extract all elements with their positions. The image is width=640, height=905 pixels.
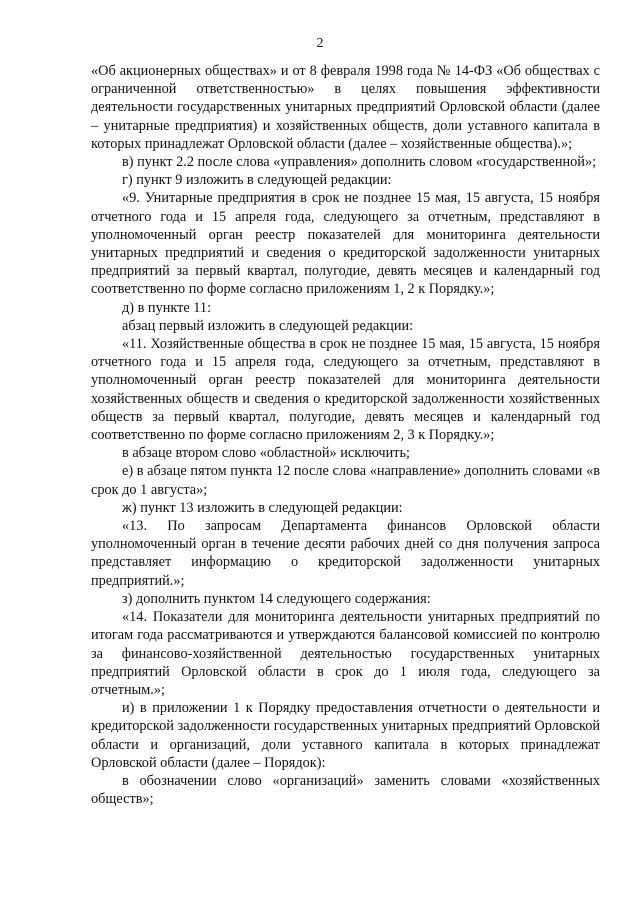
paragraph: абзац первый изложить в следующей редакции: [122, 317, 414, 334]
paragraph: ж) пункт 13 изложить в следующей редакции: [122, 499, 403, 516]
paragraph: г) пункт 9 изложить в следующей редакции: [122, 172, 392, 189]
paragraph: и) в приложении 1 к Порядку предоставления отчетности о деятельности и кредиторской задолженности государственных унитарных предприятий Орловской области и организаций, доли уставного капитала в которых принадлежат Орловской области (далее – Порядок): [91, 700, 600, 771]
document-body [91, 62, 600, 808]
paragraph: «11. Хозяйственные общества в срок не позднее 15 мая, 15 августа, 15 ноября отчетного года и 15 апреля года, следующего за отчетным, представляют в уполномоченный орган реестр показателей для мониторинга деятельности хозяйственных обществ и сведения о кредиторской задолженности хозяйственных обществ за первый квартал, полугодие, девять месяцев и календарный год соответственно по форме согласно приложениям 2, 3 к Порядку.»; [91, 336, 600, 444]
paragraph: в обозначении слово «организаций» заменить словами «хозяйственных обществ»; [91, 772, 600, 808]
paragraph: е) в абзаце пятом пункта 12 после слова «направление» дополнить словами «в срок до 1 августа»; [91, 463, 600, 498]
paragraph: «13. По запросам Департамента финансов Орловской области уполномоченный орган в течение десяти рабочих дней со дня получения запроса представляет информацию о кредиторской задолженности унитарных предприятий.»; [91, 518, 600, 589]
paragraph: в абзаце втором слово «областной» исключить; [122, 445, 411, 462]
paragraph: «14. Показатели для мониторинга деятельности унитарных предприятий по итогам года рассматриваются и утверждаются балансовой комиссией по контролю за финансово-хозяйственной деятельностью государственных унитарных предприятий Орловской области в срок до 1 июля года, следующего за отчетным.»; [91, 609, 600, 698]
paragraph: «Об акционерных обществах» и от 8 февраля 1998 года № 14-ФЗ «Об обществах с ограниченной ответственностью» в целях повышения эффективности деятельности государственных унитарных предприятий Орловской области (далее – унитарные предприятия) и хозяйственных обществ, доли уставного капитала в которых принадлежат Орловской области (далее – хозяйственные общества).»; [91, 63, 600, 152]
paragraph: д) в пункте 11: [122, 299, 212, 316]
paragraph: в) пункт 2.2 после слова «управления» дополнить словом «государственной»; [122, 154, 597, 171]
paragraph: з) дополнить пунктом 14 следующего содержания: [122, 590, 431, 607]
page-number: 2 [316, 36, 324, 51]
paragraph: «9. Унитарные предприятия в срок не позднее 15 мая, 15 августа, 15 ноября отчетного года и 15 апреля года, следующего за отчетным, представляют в уполномоченный орган реестр показателей для мониторинга деятельности унитарных предприятий и сведения о кредиторской задолженности унитарных предприятий за первый квартал, полугодие, девять месяцев и календарный год соответственно по форме согласно приложениям 1, 2 к Порядку.»; [91, 190, 600, 298]
